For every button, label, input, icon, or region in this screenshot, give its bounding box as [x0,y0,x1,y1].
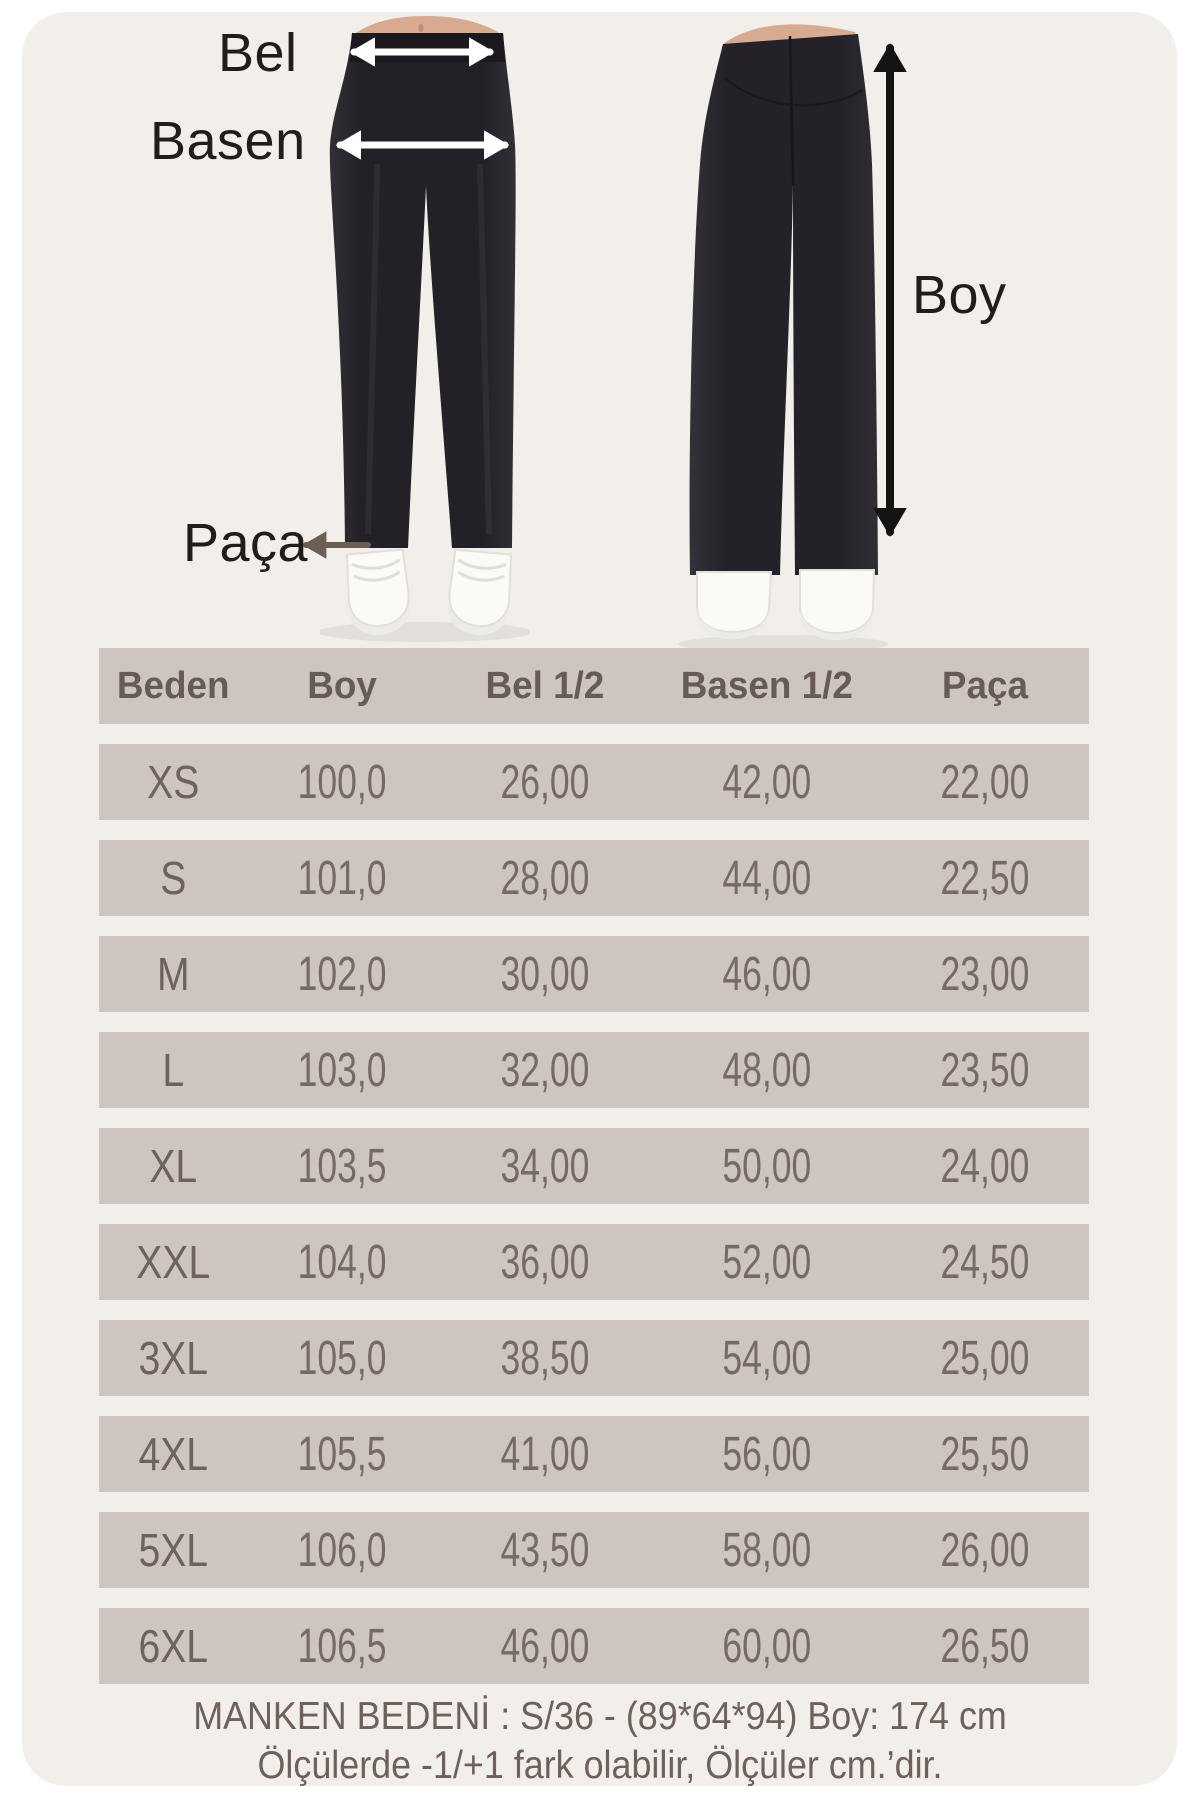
basen-value-cell: 44,00 [722,851,812,905]
basen-value-cell: 52,00 [722,1235,812,1289]
basen-value-cell: 54,00 [722,1331,812,1385]
basen-label: Basen [150,111,306,171]
column-header: Bel 1/2 [485,664,604,707]
table-header-row [99,648,1089,724]
size-cell: S [160,852,187,904]
size-cell: XXL [136,1236,211,1288]
size-cell: L [162,1044,185,1096]
size-cell: 5XL [138,1524,209,1576]
basen-value-cell: 56,00 [722,1427,812,1481]
paca-value-cell: 26,50 [940,1619,1030,1673]
paca-label: Paça [183,513,309,573]
size-cell: 4XL [138,1428,209,1480]
basen-value-cell: 50,00 [722,1139,812,1193]
boy-value-cell: 102,0 [297,947,386,1001]
boy-value-cell: 105,0 [297,1331,386,1385]
paca-value-cell: 23,50 [940,1043,1030,1097]
paca-value-cell: 23,00 [940,947,1030,1001]
paca-value-cell: 25,50 [940,1427,1030,1481]
boy-label: Boy [912,265,1007,325]
size-cell: 3XL [138,1332,209,1384]
boy-value-cell: 103,0 [297,1043,386,1097]
size-cell: XS [147,756,200,808]
bel-value-cell: 46,00 [500,1619,589,1673]
table-row [99,1608,1089,1684]
table-row [99,1512,1089,1588]
boy-value-cell: 101,0 [297,851,386,905]
paca-value-cell: 24,50 [940,1235,1030,1289]
paca-value-cell: 22,00 [940,755,1030,809]
boy-value-cell: 100,0 [297,755,386,809]
table-row [99,1224,1089,1300]
boy-value-cell: 106,0 [297,1523,386,1577]
bel-value-cell: 38,50 [500,1331,589,1385]
bel-value-cell: 28,00 [500,851,589,905]
table-row [99,744,1089,820]
table-row [99,1032,1089,1108]
bel-value-cell: 36,00 [500,1235,589,1289]
bel-value-cell: 43,50 [500,1523,589,1577]
paca-value-cell: 22,50 [940,851,1030,905]
paca-value-cell: 25,00 [940,1331,1030,1385]
mannequin-size-note: MANKEN BEDENİ : S/36 - (89*64*94) Boy: 174 cm [193,1695,1007,1738]
paca-value-cell: 24,00 [940,1139,1030,1193]
tolerance-note: Ölçülerde -1/+1 fark olabilir, Ölçüler cm.’dir. [257,1744,943,1787]
paca-value-cell: 26,00 [940,1523,1030,1577]
size-cell: XL [149,1140,198,1192]
size-table [99,648,1089,1704]
table-row [99,1320,1089,1396]
basen-value-cell: 58,00 [722,1523,812,1577]
size-cell: M [156,948,190,1000]
boy-value-cell: 106,5 [297,1619,386,1673]
boy-value-cell: 104,0 [297,1235,386,1289]
table-row [99,1128,1089,1204]
bel-label: Bel [218,23,298,83]
column-header: Boy [306,664,377,707]
bel-value-cell: 41,00 [500,1427,589,1481]
boy-value-cell: 105,5 [297,1427,386,1481]
basen-value-cell: 60,00 [722,1619,812,1673]
boy-value-cell: 103,5 [297,1139,386,1193]
bel-value-cell: 30,00 [500,947,589,1001]
basen-value-cell: 46,00 [722,947,812,1001]
bel-value-cell: 32,00 [500,1043,589,1097]
column-header: Basen 1/2 [681,664,854,707]
table-row [99,840,1089,916]
basen-value-cell: 48,00 [722,1043,812,1097]
size-cell: 6XL [138,1620,209,1672]
bel-value-cell: 34,00 [500,1139,589,1193]
column-header: Beden [116,664,230,707]
table-row [99,1416,1089,1492]
table-row [99,936,1089,1012]
basen-value-cell: 42,00 [722,755,812,809]
column-header: Paça [941,664,1029,707]
bel-value-cell: 26,00 [500,755,589,809]
